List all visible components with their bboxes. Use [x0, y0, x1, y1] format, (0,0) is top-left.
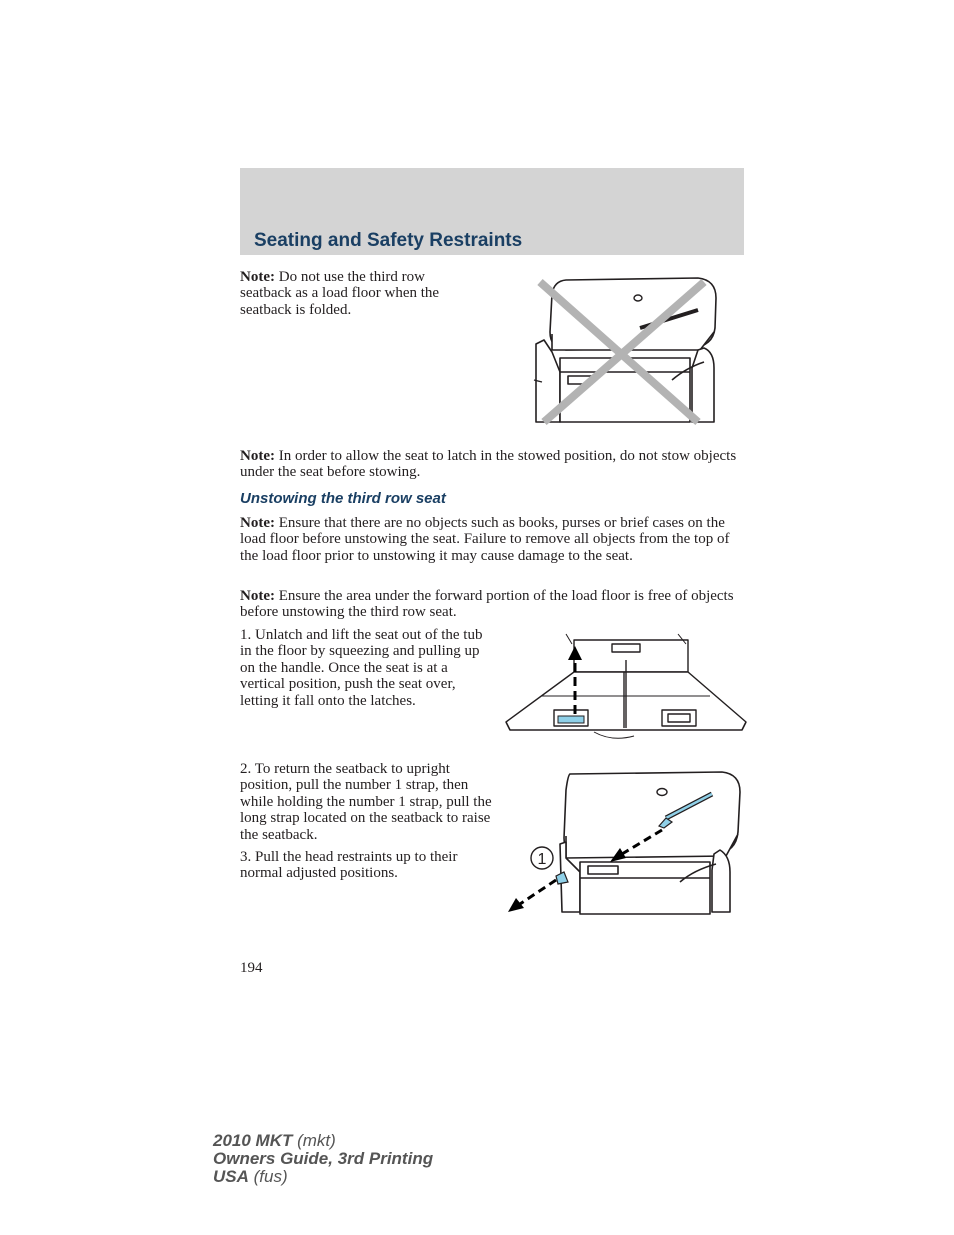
footer-guide-edition: Owners Guide, 3rd Printing — [213, 1149, 434, 1168]
section-title: Seating and Safety Restraints — [254, 230, 523, 251]
note-label: Note: — [240, 448, 275, 464]
footer-line-3 — [213, 1168, 433, 1186]
note-text: Ensure that there are no objects such as books, purses or brief cases on the load floor before unstowing the seat. Failure to remove all objects from the top of the load floor prior to unstowing it may cause damage to the seat. — [240, 515, 730, 564]
callout-number: 1 — [537, 851, 547, 868]
note-forward-area — [240, 588, 744, 621]
note-label: Note: — [240, 269, 275, 285]
footer-market: USA — [213, 1167, 249, 1186]
section-header-band — [240, 168, 744, 255]
subheading-unstowing: Unstowing the third row seat — [240, 490, 446, 507]
note-load-floor-objects — [240, 515, 744, 564]
note-text: Do not use the third row seatback as a load floor when the seatback is folded. — [240, 269, 440, 318]
note-text: Ensure the area under the forward portion of the load floor is free of objects before unstowing the third row seat. — [240, 588, 734, 621]
note-no-load-floor — [240, 269, 480, 318]
note-text: In order to allow the seat to latch in the stowed position, do not stow objects under the seat before stowing. — [240, 448, 737, 481]
step-1-text: 1. Unlatch and lift the seat out of the tub in the floor by squeezing and pulling up on the handle. Once the seat is at a vertical position, push the seat over, letting it fall onto the latches. — [240, 627, 483, 709]
step-2-text: 2. To return the seatback to upright position, pull the number 1 strap, then while holding the number 1 strap, pull the long strap located on the seatback to raise the seatback. — [240, 761, 492, 843]
note-label: Note: — [240, 515, 275, 531]
note-stow-objects — [240, 448, 744, 481]
footer-model-code: (mkt) — [297, 1131, 336, 1150]
step-3-text: 3. Pull the head restraints up to their normal adjusted positions. — [240, 849, 458, 882]
page-number: 194 — [240, 960, 263, 976]
footer-model: 2010 MKT — [213, 1131, 293, 1150]
load-floor-unlatch-figure — [502, 632, 750, 742]
footer-line-2 — [213, 1150, 433, 1168]
seatback-raise-strap-figure — [504, 766, 748, 920]
note-label: Note: — [240, 588, 275, 604]
folded-seat-do-not-load-figure — [522, 272, 728, 426]
footer-line-1 — [213, 1132, 433, 1150]
document-footer — [213, 1132, 433, 1186]
footer-market-code: (fus) — [253, 1167, 288, 1186]
